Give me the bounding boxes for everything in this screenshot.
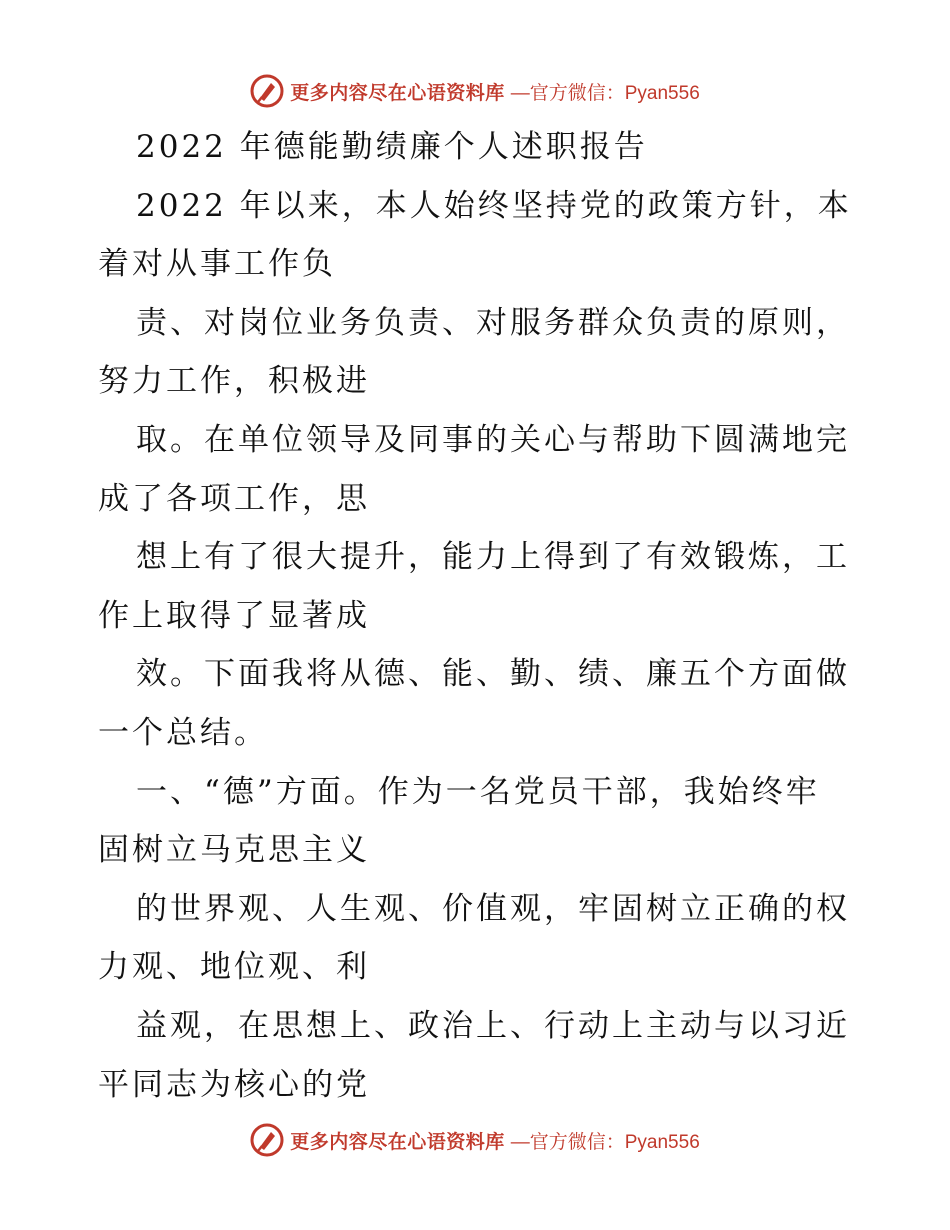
- text-line: 成了各项工作，思: [98, 480, 370, 517]
- text-line: 的世界观、人生观、价值观，牢固树立正确的权: [136, 890, 850, 927]
- watermark-brand: 更多内容尽在心语资料库: [290, 1130, 505, 1153]
- text-line: 效。下面我将从德、能、勤、绩、廉五个方面做: [136, 656, 850, 693]
- text-line: 想上有了很大提升，能力上得到了有效锻炼，工: [136, 539, 850, 576]
- footer-watermark: [0, 1120, 950, 1160]
- watermark-contact: —官方微信：Pyan556: [510, 82, 700, 104]
- watermark-brand: 更多内容尽在心语资料库: [290, 81, 505, 104]
- text-line: 取。在单位领导及同事的关心与帮助下圆满地完: [136, 421, 850, 458]
- text-line: 作上取得了显著成: [98, 597, 370, 634]
- text-line: 2022 年以来，本人始终坚持党的政策方针，本: [136, 187, 852, 224]
- text-line: 固树立马克思主义: [98, 832, 370, 869]
- text-line: 力观、地位观、利: [98, 949, 370, 986]
- document-body: [98, 118, 858, 1114]
- text-line: 着对从事工作负: [98, 246, 336, 283]
- pen-nib-seal-icon: [250, 1123, 284, 1157]
- pen-nib-seal-icon: [250, 74, 284, 108]
- text-line: 益观，在思想上、政治上、行动上主动与以习近: [136, 1007, 850, 1044]
- watermark-contact: —官方微信：Pyan556: [510, 1131, 700, 1153]
- text-line: 努力工作，积极进: [98, 363, 370, 400]
- text-line: 平同志为核心的党: [98, 1066, 370, 1103]
- text-line: 一个总结。: [98, 714, 268, 751]
- document-title: 2022 年德能勤绩廉个人述职报告: [136, 129, 648, 165]
- header-watermark: [0, 71, 950, 111]
- text-line: 一、“德”方面。作为一名党员干部，我始终牢: [136, 773, 820, 810]
- text-line: 责、对岗位业务负责、对服务群众负责的原则，: [136, 304, 850, 341]
